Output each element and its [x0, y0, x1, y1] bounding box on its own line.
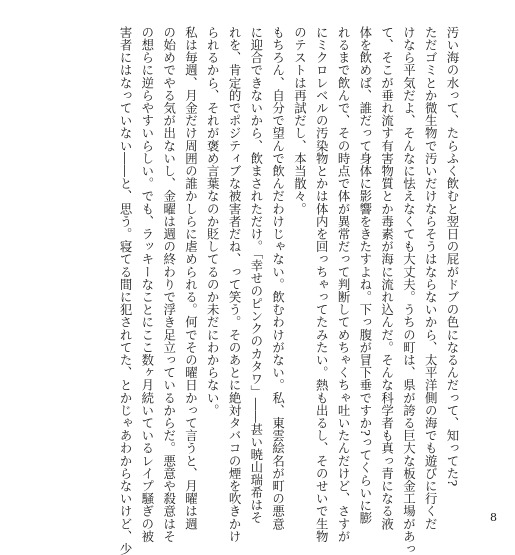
text-line: て、そこが垂れ流す有害物質とか毒素が海に流れ込んだ。そんな科学者も真っ青になる液	[379, 26, 395, 530]
text-line: の始めでやる気が出ないし、金曜は週の終わりで浮き足立っているからだ。悪意や殺意はそ	[161, 26, 177, 543]
text-line: れるまで飲んで、その時点で体が異常だって判断してめちゃくちゃ吐いたんだけど、さすが	[336, 26, 352, 543]
text-line: 体を飲めば、誰だって身体に影響をきたすよね。下っ腹が冒下垂ですか?ってくらいに膨	[357, 26, 373, 525]
text-line: のテストは再試だし、本当散々。	[292, 26, 308, 215]
text-line: にミクロレベルの汚染物とかは体内を回っちゃってたみたい。熱も出るし、そのせいで生物	[314, 26, 330, 543]
body-text	[114, 26, 463, 555]
page-number: 8	[490, 511, 497, 524]
text-line: ただゴミとか微生物で汚いだけならそうはならないから、太平洋側の海でも遊びに行くだ	[423, 26, 439, 530]
text-line: 汚い海の水って、たらふく飲むと翌日の屁がドブの色になるんだって、知ってた?	[445, 26, 460, 487]
text-line: に迎合できないから、飲まされただけ。「幸せのピンクのカタワ」――甚い暁山瑞希はそ	[248, 26, 264, 524]
text-line: 私は毎週、月金だけ周囲の誰かしらに虐められる。何でその曜日かって言うと、月曜は週	[183, 26, 199, 530]
text-line: の想らに逆らやすいらしい。でも、ラッキーなことにここ数ヶ月続いているレイプ騒ぎの被	[139, 26, 155, 543]
text-line: られるから、それが褒め言葉なのか貶してるのか未だにわからない。	[205, 26, 221, 417]
text-line: 害者にはなっていない――と、思う。寝てる間に犯されてた、とかじゃあわからないけど、少	[118, 26, 134, 555]
text-line: けなら平気だよ、そんなに怯えなくても大丈夫。うちの町は、県が誇る巨大な板金工場があっ	[401, 26, 417, 555]
text-line: もちろん、自分で望んで飲んだわけじゃない。飲むわけがない。私、東雲絵名が町の悪意	[270, 26, 286, 530]
text-line: れを、肯定的でポジティブな被害者だね、って笑う。そのあとに絶対タバコの煙を吹きかけ	[227, 26, 243, 543]
